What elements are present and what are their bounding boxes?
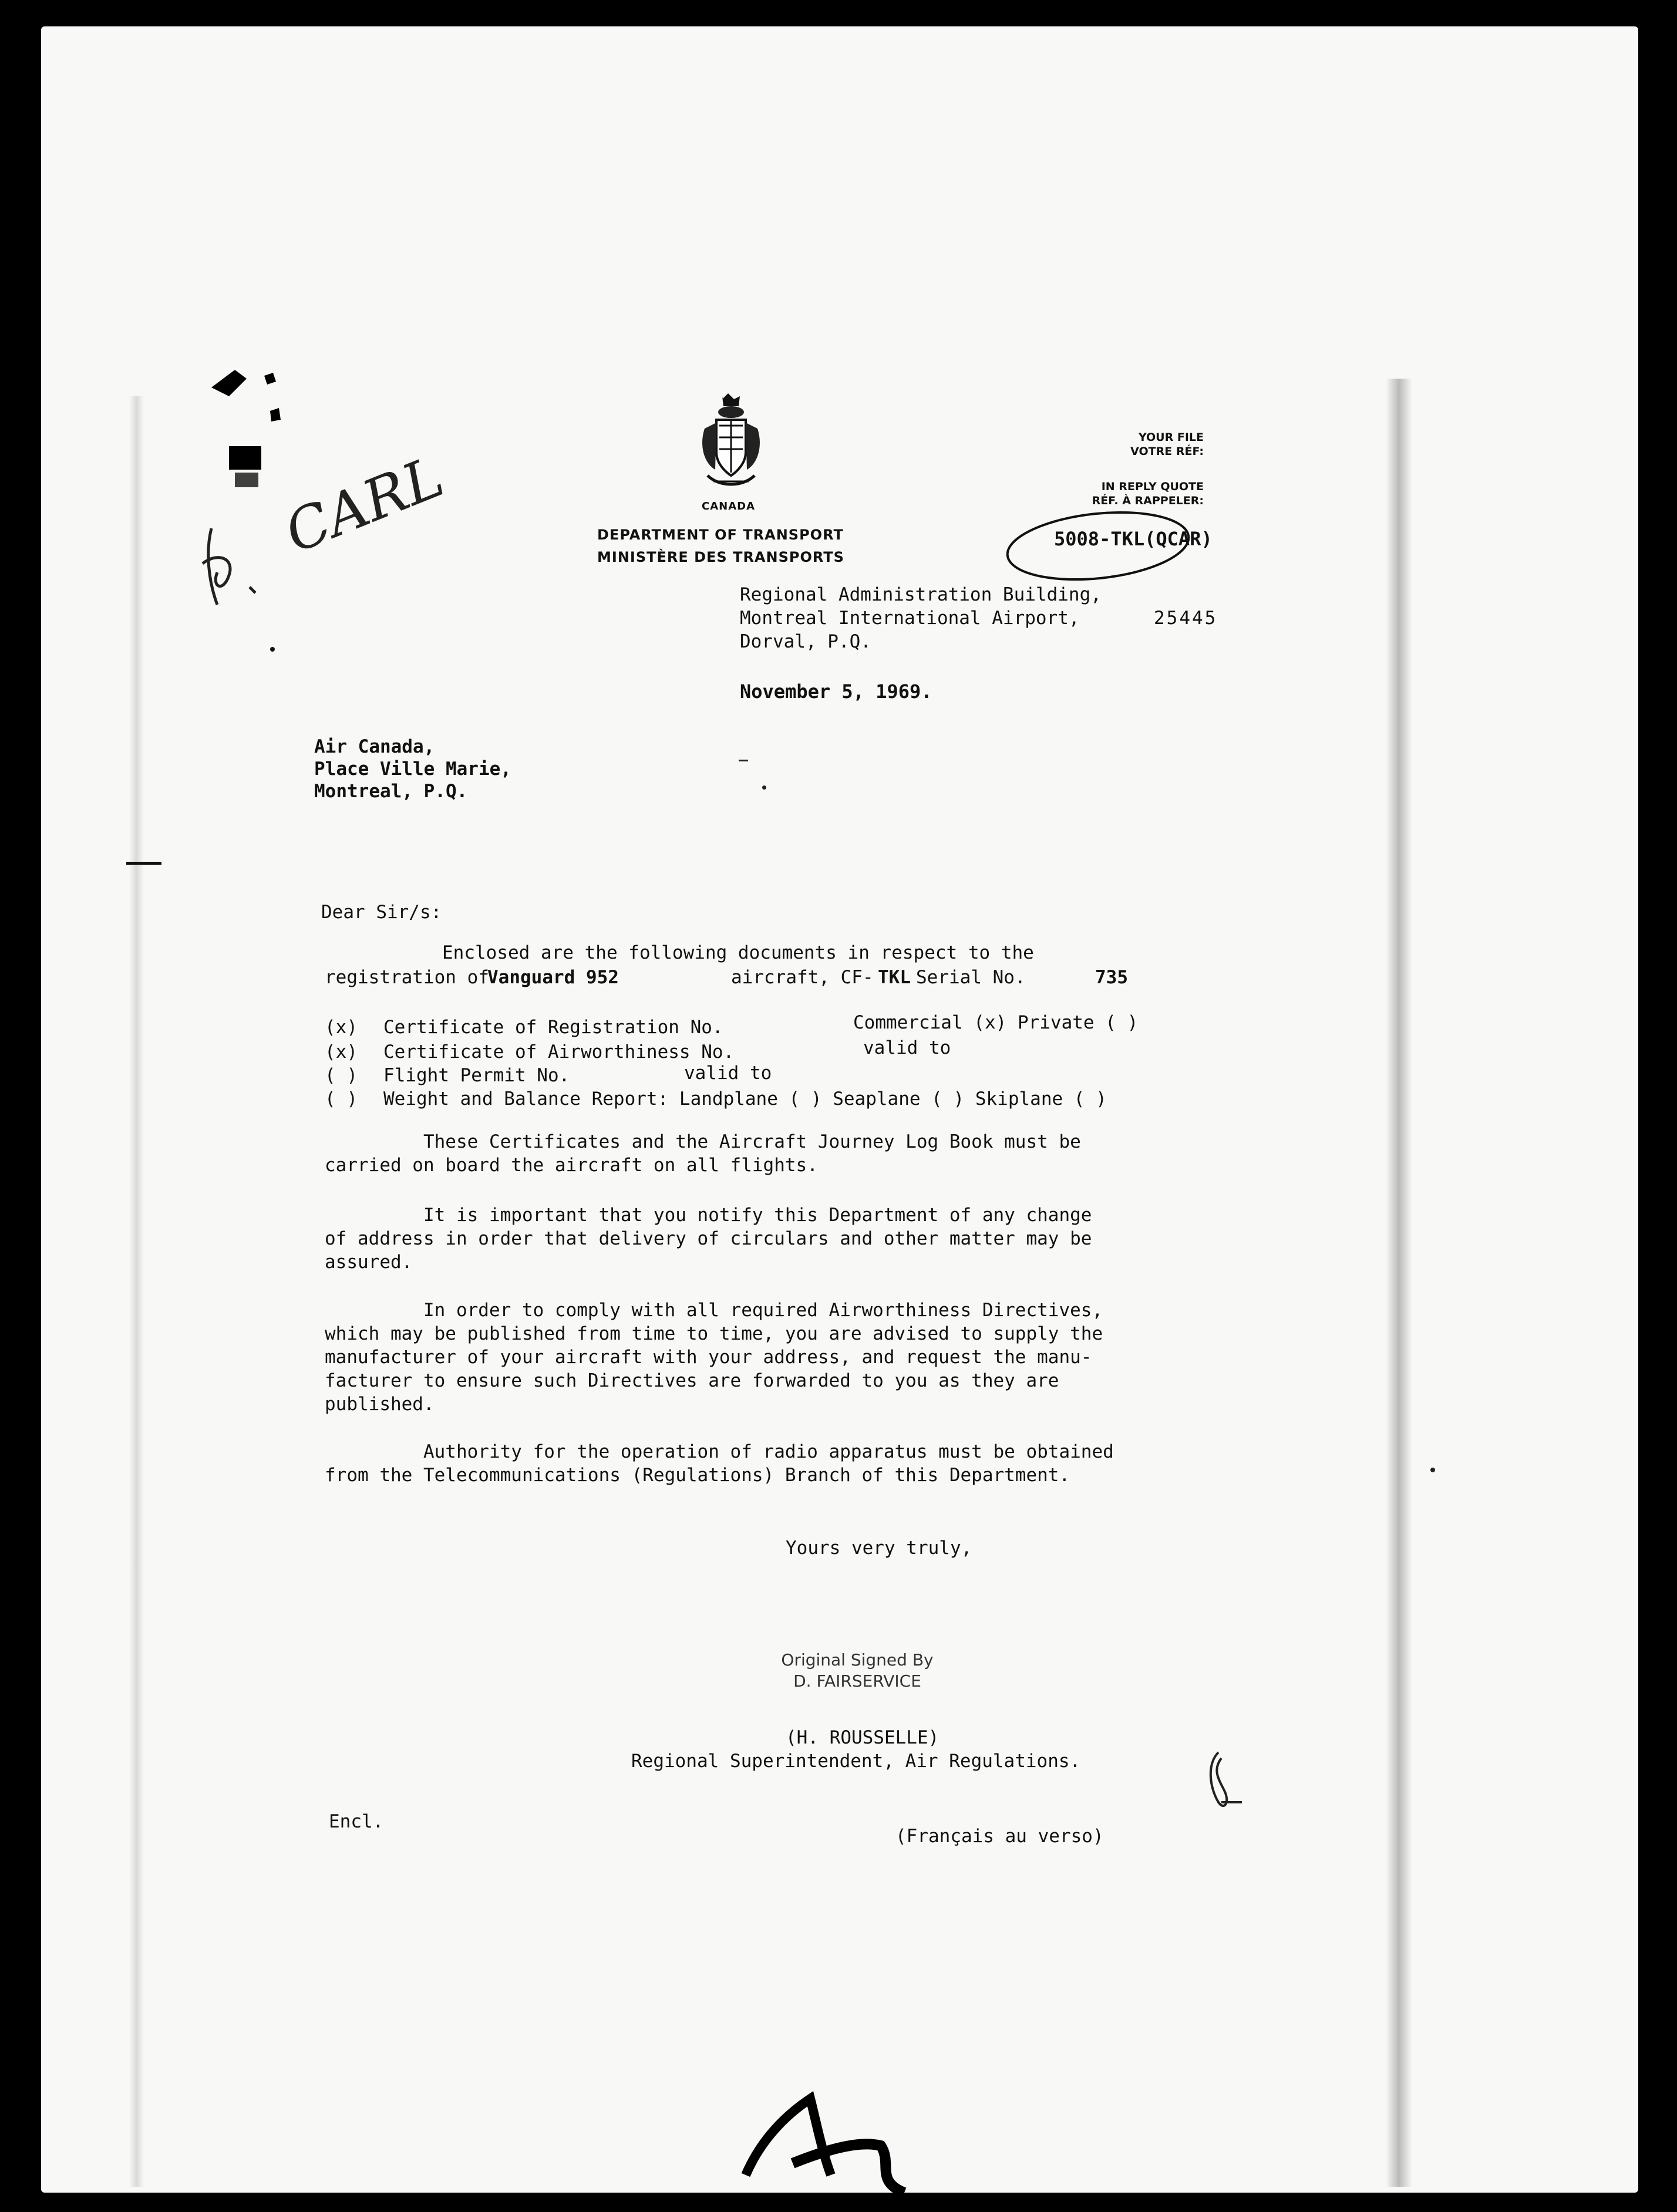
checklist-extra-airworthiness: valid to <box>863 1037 951 1058</box>
french-reverse-note: (Français au verso) <box>895 1826 1104 1847</box>
handwritten-initial-mark <box>1198 1746 1245 1817</box>
paragraph-2-line-1: It is important that you notify this Department of any change <box>325 1205 1092 1226</box>
closing: Yours very truly, <box>786 1537 972 1559</box>
paragraph-1-line-1: These Certificates and the Aircraft Journey Log Book must be <box>325 1131 1081 1152</box>
signature-stamp-line-2: D. FAIRSERVICE <box>793 1671 921 1691</box>
your-file-label-french: VOTRE RÉF: <box>1130 445 1204 458</box>
paragraph-1-line-2: carried on board the aircraft on all flights. <box>325 1155 818 1176</box>
signatory-name: (H. ROUSSELLE) <box>786 1727 939 1748</box>
ink-dot <box>270 647 275 652</box>
recipient-line-2: Place Ville Marie, <box>314 758 511 780</box>
checklist-extra-registration: Commercial (x) Private ( ) <box>853 1012 1139 1033</box>
reply-quote-label: IN REPLY QUOTE <box>1101 480 1204 493</box>
intro-line-2-middle: aircraft, CF- <box>731 967 874 988</box>
signature-stamp-line-1: Original Signed By <box>781 1650 934 1670</box>
checklist-item-registration: Certificate of Registration No. <box>383 1017 723 1038</box>
bottom-ink-scribble <box>728 2087 928 2198</box>
paragraph-3-line-5: published. <box>325 1394 435 1415</box>
paragraph-3-line-3: manufacturer of your aircraft with your address, and request the manu- <box>325 1347 1092 1368</box>
intro-line-2-start: registration of <box>325 967 489 988</box>
paragraph-3-line-2: which may be published from time to time, you are advised to supply the <box>325 1323 1103 1344</box>
checklist-extra-flight-permit: valid to <box>684 1063 772 1084</box>
sender-address-line-2: Montreal International Airport, <box>740 608 1080 629</box>
sender-address-line-1: Regional Administration Building, <box>740 584 1102 605</box>
letter-date: November 5, 1969. <box>740 680 932 703</box>
serial-number: 735 <box>1095 967 1128 988</box>
margin-tick <box>126 862 161 865</box>
department-name-english: DEPARTMENT OF TRANSPORT <box>597 527 844 543</box>
country-label: CANADA <box>702 500 756 512</box>
paragraph-4-line-2: from the Telecommunications (Regulations) Branch of this Department. <box>325 1465 1070 1486</box>
intro-line-2-end: Serial No. <box>916 967 1026 988</box>
registration-mark: TKL <box>878 967 911 988</box>
paragraph-4-line-1: Authority for the operation of radio apparatus must be obtained <box>325 1441 1114 1462</box>
intro-line-1: Enclosed are the following documents in respect to the <box>442 942 1034 963</box>
checklist-item-weight-balance: Weight and Balance Report: Landplane ( ) Seaplane ( ) Skiplane ( ) <box>383 1088 1107 1110</box>
paragraph-2-line-2: of address in order that delivery of circulars and other matter may be <box>325 1228 1092 1249</box>
signatory-title: Regional Superintendent, Air Regulations. <box>631 1751 1081 1772</box>
checklist-mark-registration: (x) <box>325 1017 358 1038</box>
paragraph-3-line-1: In order to comply with all required Airworthiness Directives, <box>325 1300 1103 1321</box>
aircraft-type: Vanguard 952 <box>487 967 619 988</box>
paragraph-2-line-3: assured. <box>325 1252 413 1273</box>
department-name-french: MINISTÈRE DES TRANSPORTS <box>597 549 844 565</box>
handwritten-note: CARL <box>276 443 453 566</box>
stray-dot <box>762 785 766 790</box>
salutation: Dear Sir/s: <box>321 902 442 923</box>
reply-quote-label-french: RÉF. À RAPPELER: <box>1092 494 1204 507</box>
stamp-number: 25445 <box>1154 608 1218 629</box>
checklist-mark-flight-permit: ( ) <box>325 1065 358 1086</box>
enclosure-note: Encl. <box>329 1811 384 1832</box>
checklist-mark-weight-balance: ( ) <box>325 1088 358 1110</box>
recipient-line-1: Air Canada, <box>314 736 435 757</box>
stray-mark <box>739 760 748 761</box>
checklist-item-flight-permit: Flight Permit No. <box>383 1065 570 1086</box>
ink-blot-marks <box>194 352 294 493</box>
sender-address-line-3: Dorval, P.Q. <box>740 631 871 652</box>
your-file-label: YOUR FILE <box>1138 431 1204 444</box>
margin-dot <box>1430 1468 1435 1472</box>
file-reference-number: 5008-TKL(QCAR) <box>1054 528 1213 550</box>
checklist-mark-airworthiness: (x) <box>325 1041 358 1063</box>
handwritten-initials <box>194 517 270 616</box>
paragraph-3-line-4: facturer to ensure such Directives are forwarded to you as they are <box>325 1370 1059 1391</box>
recipient-line-3: Montreal, P.Q. <box>314 781 468 802</box>
checklist-item-airworthiness: Certificate of Airworthiness No. <box>383 1041 735 1063</box>
coat-of-arms-icon <box>699 393 763 499</box>
